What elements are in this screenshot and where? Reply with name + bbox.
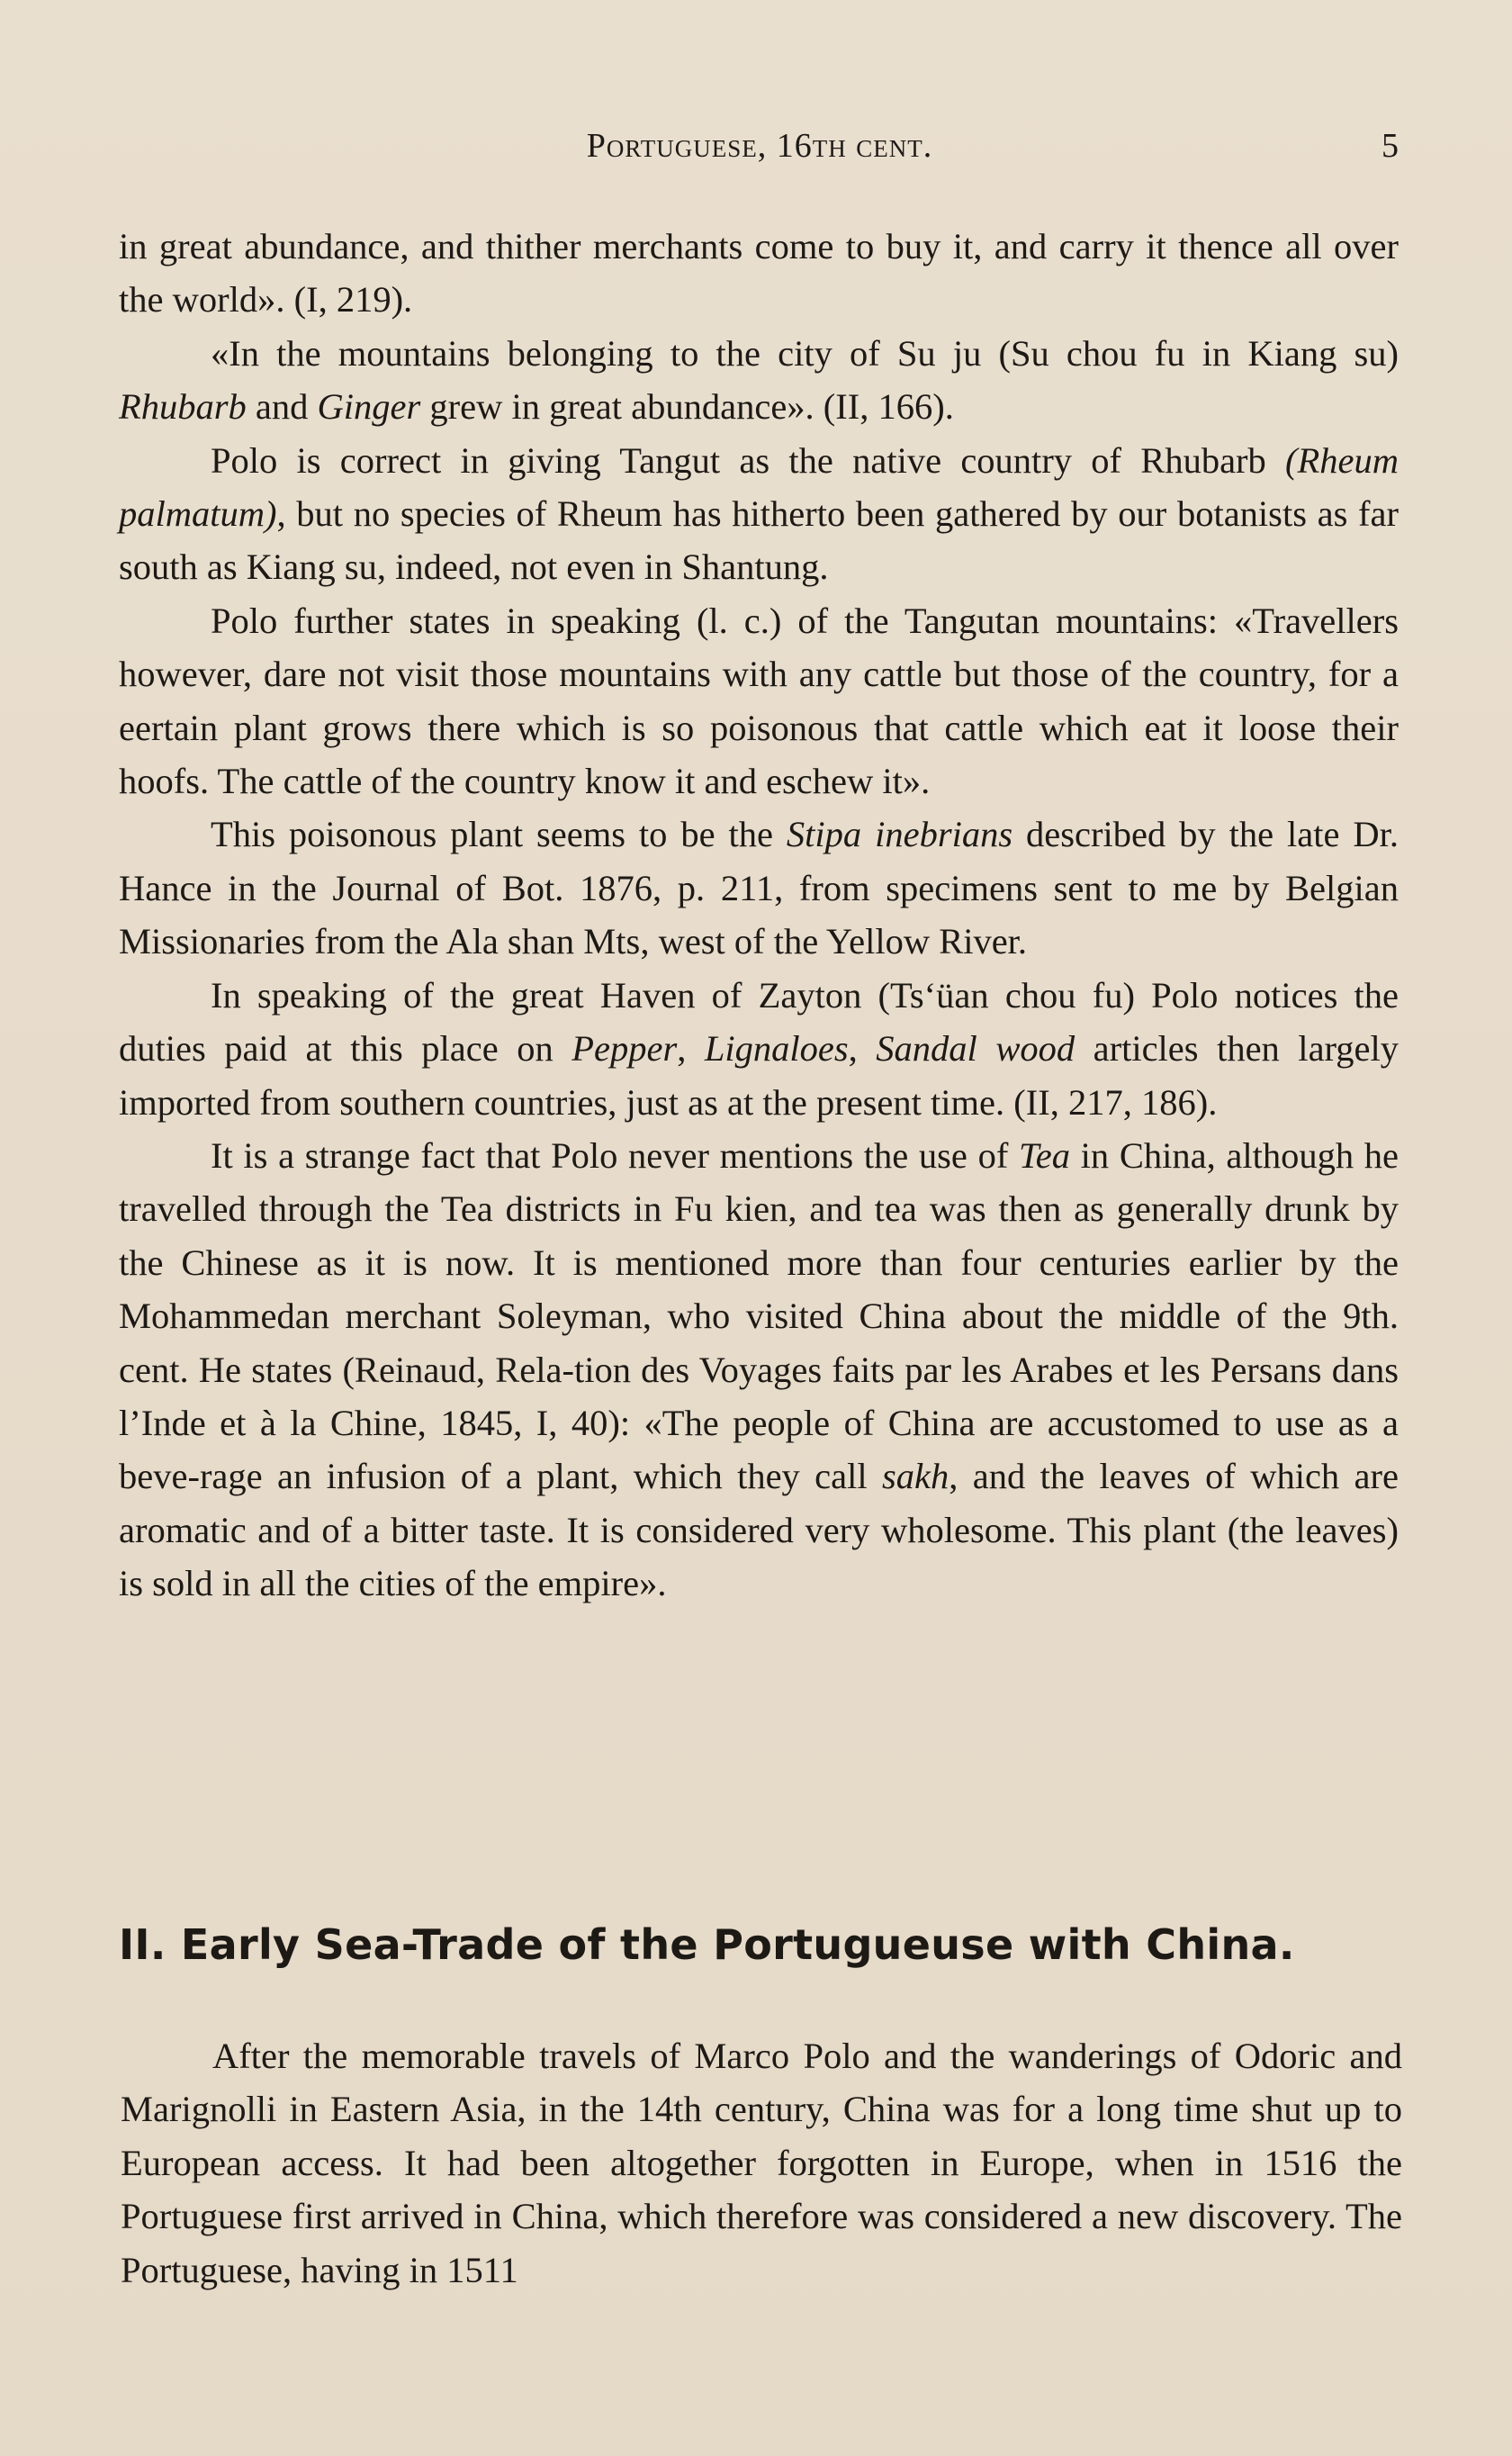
paragraph-6-text-b: ,	[677, 1028, 705, 1070]
paragraph-2-text-b: and	[246, 386, 318, 428]
italic-ginger: Ginger	[317, 386, 421, 428]
italic-lignaloes: Lignaloes	[704, 1028, 849, 1070]
paragraph-1: in great abundance, and thither merchants come to buy it, and carry it thence all over the world». (I, 219).	[119, 226, 1399, 321]
italic-tea: Tea	[1018, 1134, 1071, 1176]
paragraph-5	[119, 808, 1399, 968]
section-body	[121, 2029, 1402, 2297]
running-title: Portuguese, 16th cent.	[586, 127, 933, 165]
paragraph-7-text-b: in China, although he travelled through the Tea districts in Fu kien, and tea was then as generally drunk by the Chinese as it is now. It is mentioned more than four centuries earlier by the Mohammedan merchant Soleyman, who visited China about the middle of the 9th. cent. He states (Reinaud, Rela-tion des Voyages faits par les Arabes et les Persans dans l’Inde et à la Chine, 1845, I, 40): «The people of China are accustomed to use as a beve-rage an infusion of a plant, which they call	[119, 1134, 1399, 1497]
body-text	[119, 220, 1399, 1611]
paragraph-6-text-a: In speaking of the great Haven of Zayton (Ts‘üan chou fu) Polo notices the duties paid at this place on	[119, 974, 1399, 1070]
paragraph-2-text-c: grew in great abundance». (II, 166).	[420, 386, 954, 428]
italic-stipa-inebrians: Stipa inebrians	[786, 814, 1013, 855]
page-number: 5	[1382, 127, 1399, 165]
running-head	[121, 126, 1399, 180]
paragraph-5-text-a: This poisonous plant seems to be the	[211, 814, 787, 855]
paragraph-7-text-c: , and the leaves of which are aromatic and of a bitter taste. It is considered very wholesome. This plant (the leaves) is sold in all the cities of the empire».	[119, 1456, 1399, 1604]
italic-rheum-palmatum: (Rheum palmatum)	[119, 439, 1399, 535]
paragraph-3	[119, 434, 1399, 594]
paragraph-6-text-d: articles then largely imported from southern countries, just as at the present time. (II, 217, 186).	[119, 1028, 1400, 1123]
paragraph-6-text-c: ,	[848, 1028, 877, 1070]
paragraph-2-text-a: «In the mountains belonging to the city of Su ju (Su chou fu in Kiang su)	[211, 332, 1399, 374]
italic-pepper: Pepper	[572, 1028, 678, 1070]
section-paragraph: After the memorable travels of Marco Polo and the wanderings of Odoric and Marignolli in Eastern Asia, in the 14th century, China was for a long time shut up to European access. It had been altogether forgotten in Europe, when in 1516 the Portuguese first arrived in China, which therefore was considered a new discovery. The Portuguese, having in 1511	[121, 2036, 1402, 2290]
paragraph-5-text-b: described by the late Dr. Hance in the Journal of Bot. 1876, p. 211, from specimens sent to me by Belgian Missionaries from the Ala shan Mts, west of the Yellow River.	[119, 814, 1399, 962]
paragraph-6	[119, 969, 1399, 1129]
italic-rhubarb: Rhubarb	[119, 386, 247, 428]
section-heading: II. Early Sea-Trade of the Portugueuse with China.	[119, 1920, 1295, 1969]
paragraph-7	[119, 1129, 1399, 1611]
paragraph-7-text-a: It is a strange fact that Polo never mentions the use of	[211, 1134, 1019, 1176]
paragraph-4: Polo further states in speaking (l. c.) of the Tangutan mountains: «Travellers however, dare not visit those mountains with any cattle but those of the country, for a eertain plant grows there which is so poisonous that cattle which eat it loose their hoofs. The cattle of the country know it and eschew it».	[119, 600, 1399, 802]
italic-sakh: sakh	[882, 1456, 950, 1497]
paragraph-2	[119, 327, 1399, 434]
paragraph-3-text-a: Polo is correct in giving Tangut as the native country of Rhubarb	[211, 439, 1286, 481]
italic-sandal-wood: Sandal wood	[876, 1028, 1076, 1070]
paragraph-3-text-b: , but no species of Rheum has hitherto been gathered by our botanists as far south as Kiang su, indeed, not even in Shantung.	[119, 493, 1399, 588]
